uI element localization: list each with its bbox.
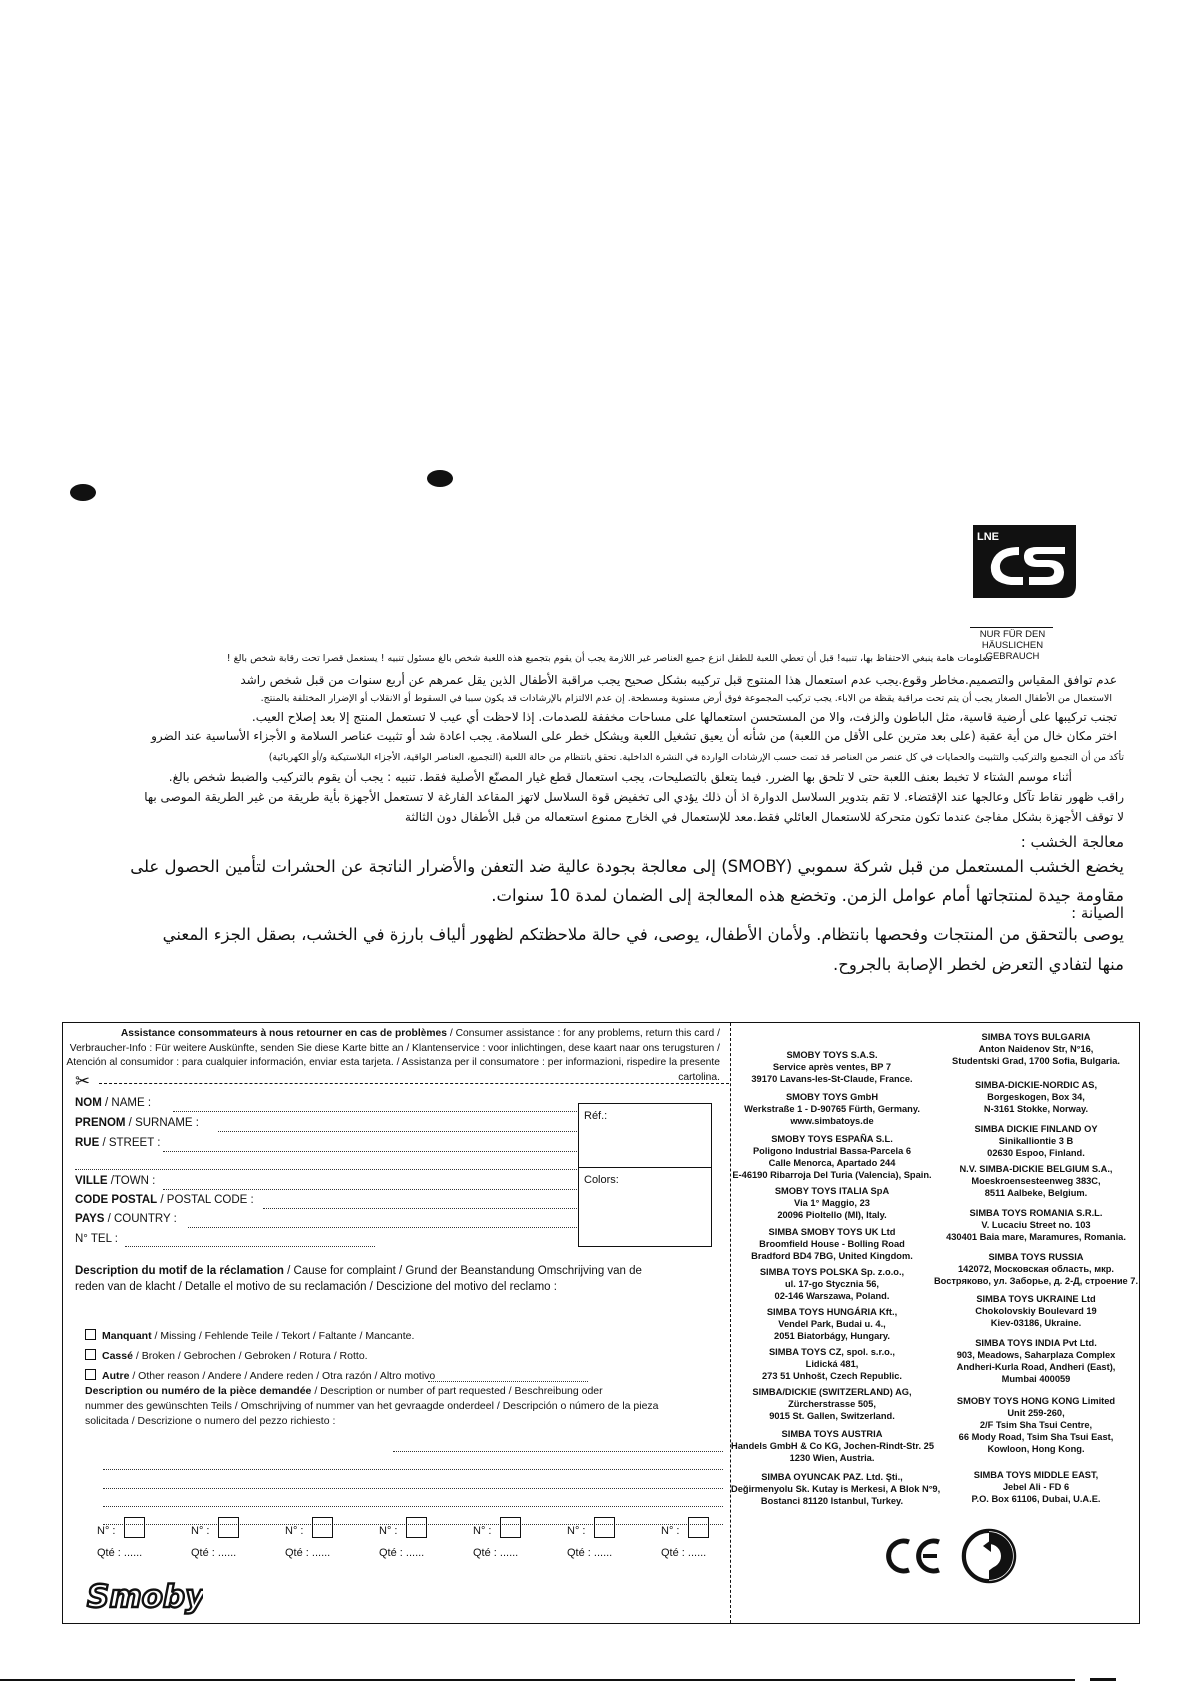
address-line: Lidická 481, (805, 1359, 859, 1369)
arabic-line-9: لا توقف الأجهزة بشكل مفاجئ عندما تكون متحركة للاستعمال العائلي فقط.معد للإستعمال في الخارج ممنوع استعماله من قبل الأطفال دون الثالثة (405, 810, 1124, 824)
address-line: Bradford BD4 7BG, United Kingdom. (751, 1251, 913, 1261)
part-number-label: N° : (661, 1525, 680, 1537)
address-block (731, 1386, 933, 1422)
address-line: Mumbai 400059 (1001, 1374, 1071, 1384)
part-description-3: solicitada / Descrizione o numero del pezzo richiesto : (85, 1415, 336, 1427)
address-line: Sinikalliontie 3 B (998, 1136, 1074, 1146)
postal-code-label: CODE POSTAL / POSTAL CODE : (75, 1194, 254, 1206)
black-dot (70, 484, 96, 501)
address-block (931, 1469, 1141, 1505)
address-line: V. Lucaciu Street no. 103 (981, 1220, 1091, 1230)
part-number-box[interactable] (312, 1517, 333, 1538)
address-line: Востряково, ул. Заборье, д. 2-Д, строение 7. (933, 1276, 1139, 1286)
black-dot (427, 470, 453, 487)
quantity-label: Qté : ...... (97, 1547, 143, 1559)
other-reason-field[interactable] (428, 1381, 588, 1382)
arabic-line-5: اختر مكان خال من أية عقبة (على بعد مترين على الأقل من اللعبة) من شأنه أن يعيق تشغيل اللعبة ويشكل خطر على السلامة. يجب اعادة شد أو تثبيت عناصر السلامة و الأجزاء الأساسية عند الضرو (151, 729, 1117, 743)
address-line: SIMBA TOYS BULGARIA (981, 1032, 1091, 1042)
rue-label: RUE / STREET : (75, 1137, 161, 1149)
address-block (931, 1031, 1141, 1067)
part-line-3[interactable] (103, 1488, 723, 1489)
address-line: SIMBA TOYS CZ, spol. s.r.o., (768, 1347, 896, 1357)
cut-line-top (99, 1083, 729, 1084)
address-block (931, 1337, 1141, 1385)
arabic-line-4: تجنب تركيبها على أرضية قاسية، مثل الباطون والزفت، والا من المستحسن استعمالها على مساحات مخففة للصدمات. إذا لاحظت أي عيب لا تستعمل المنتج إلا بعد إصلاح العيب. (251, 710, 1117, 724)
quantity-label: Qté : ...... (379, 1547, 425, 1559)
consumer-assistance-card (62, 1022, 1140, 1624)
address-block (731, 1306, 933, 1342)
nur-line2: HÄUSLICHEN GEBRAUCH (981, 640, 1044, 662)
part-number-label: N° : (191, 1525, 210, 1537)
address-line: 903, Meadows, Saharplaza Complex (956, 1350, 1116, 1360)
address-block (931, 1123, 1141, 1159)
address-line: SMOBY TOYS HONG KONG Limited (956, 1396, 1116, 1406)
address-line: 2/F Tsim Sha Tsui Centre, (979, 1420, 1093, 1430)
complaint-title: Description du motif de la réclamation / Cause for complaint / Grund der Beanstandung Omschrijving van de (75, 1265, 642, 1277)
wood-treatment-para-1: يخضع الخشب المستعمل من قبل شركة سموبي (SMOBY) إلى معالجة بجودة عالية ضد التعفن والأضرار الناتجة عن الحشرات لتأمين الحصول على (130, 857, 1124, 876)
maintenance-para-2: منها لتفادي التعرض لخطر الإصابة بالجروح. (833, 955, 1124, 974)
address-line: Borgeskogen, Box 34, (987, 1092, 1085, 1102)
arabic-line-3: الاستعمال من الأطفال الصغار يجب أن يتم تحت مراقبة يقظة من الاباء. يجب تركيب المجموعة فوق أرض مستوية ومسطحة. إن عدم الالتزام بالإرشادات قد يكون سببا في السقوط أو الانقلاب أو الإضرار المختلفة بالمنتج. (260, 693, 1112, 704)
colors-label: Colors: (584, 1174, 619, 1186)
address-block (731, 1226, 933, 1262)
part-description-1: Description ou numéro de la pièce demandée / Description or number of part requested / Beschreibung oder (85, 1385, 603, 1397)
address-block (931, 1163, 1141, 1199)
address-line: 66 Mody Road, Tsim Sha Tsui East, (958, 1432, 1114, 1442)
address-line: SMOBY TOYS GmbH (785, 1092, 879, 1102)
arabic-line-6: تأكد من أن التجميع والتركيب والتثبيت والحمايات في كل عنصر من العناصر قد تمت حسب الإرشادات الواردة في النشرة الداخلية. تحقق بانتظام من حالة اللعبة (التجميع، العناصر الواقية، الأجزاء البلاستيكية و/أو الكهربائية) (268, 752, 1124, 763)
part-line-1[interactable] (393, 1451, 723, 1452)
address-block (931, 1395, 1141, 1455)
wood-treatment-para-2: مقاومة جيدة لمنتجاتها أمام عوامل الزمن. وتخضع هذه المعالجة إلى الضمان لمدة 10 سنوات. (491, 886, 1124, 905)
address-line: Chokolovskiy Boulevard 19 (975, 1306, 1097, 1316)
part-number-box[interactable] (688, 1517, 709, 1538)
address-line: SIMBA TOYS AUSTRIA (781, 1429, 883, 1439)
address-line: SMOBY TOYS ITALIA SpA (774, 1186, 890, 1196)
address-block (931, 1251, 1141, 1287)
address-line: Zürcherstrasse 505, (788, 1399, 876, 1409)
address-line: E-46190 Ribarroja Del Turia (Valencia), Spain. (732, 1170, 932, 1180)
address-line: 8511 Aalbeke, Belgium. (984, 1188, 1088, 1198)
option-missing[interactable]: Manquant / Missing / Fehlende Teile / Tekort / Faltante / Mancante. (85, 1329, 414, 1342)
part-number-label: N° : (285, 1525, 304, 1537)
address-line: SMOBY TOYS S.A.S. (786, 1050, 878, 1060)
complaint-title-2: reden van de klacht / Detalle el motivo de su reclamación / Descizione del motivo del reclamo : (75, 1281, 557, 1293)
rue-field-2[interactable] (75, 1169, 623, 1170)
address-line: Moeskroensesteenweg 383C, (971, 1176, 1101, 1186)
address-line: Kowloon, Hong Kong. (987, 1444, 1085, 1454)
address-line: Kiev-03186, Ukraine. (990, 1318, 1082, 1328)
maintenance-heading: الصيانة : (1071, 904, 1124, 922)
lne-label: LNE (977, 531, 999, 543)
footer-line (0, 1679, 1075, 1681)
tel-field[interactable] (125, 1246, 375, 1247)
address-line: SIMBA DICKIE FINLAND OY (974, 1124, 1098, 1134)
broken-checkbox[interactable] (85, 1349, 96, 1360)
address-line: Değirmenyolu Sk. Kutay is Merkesi, A Blok N°9, (731, 1484, 941, 1494)
address-block (931, 1293, 1141, 1329)
address-block (731, 1185, 933, 1221)
ville-field[interactable] (163, 1189, 623, 1190)
card-header-line3: Atención al consumidor : para cualquier información, enviar esta tarjeta. / Assistanza per il consumatore : per informazioni, rispedire la presente cartolina. (66, 1057, 720, 1083)
address-line: Broomfield House - Bolling Road (759, 1239, 905, 1249)
option-broken[interactable]: Cassé / Broken / Gebrochen / Gebroken / Rotura / Rotto. (85, 1349, 368, 1362)
quantity-label: Qté : ...... (567, 1547, 613, 1559)
option-other[interactable]: Autre / Other reason / Andere / Andere reden / Otra razón / Altro motivo (85, 1369, 435, 1382)
address-line: Poligono Industrial Bassa-Parcela 6 (752, 1146, 912, 1156)
address-line: SIMBA TOYS ROMANIA S.R.L. (969, 1208, 1103, 1218)
address-line: SIMBA TOYS MIDDLE EAST, (973, 1470, 1099, 1480)
address-line: SMOBY TOYS ESPAÑA S.L. (771, 1134, 893, 1144)
card-header-rest: / Consumer assistance : for any problems, return this card / (447, 1028, 720, 1039)
nur-line1: NUR FÜR DEN (979, 629, 1046, 640)
part-line-2[interactable] (103, 1469, 723, 1470)
part-number-box[interactable] (124, 1517, 145, 1538)
gs-separator (970, 627, 1053, 628)
address-block (731, 1346, 933, 1382)
address-line: Werkstraße 1 - D-90765 Fürth, Germany. (744, 1104, 920, 1114)
address-line: Bostanci 81120 Istanbul, Turkey. (760, 1496, 904, 1506)
address-line: Handels GmbH & Co KG, Jochen-Rindt-Str. 25 (731, 1441, 935, 1451)
smoby-logo (83, 1576, 203, 1620)
address-line: 2051 Biatorbágy, Hungary. (774, 1331, 890, 1341)
address-line: www.simbatoys.de (790, 1116, 874, 1126)
ref-label: Réf.: (584, 1110, 608, 1122)
maintenance-para-1: يوصى بالتحقق من المنتجات وفحصها بانتظام. ولأمان الأطفال، يوصى، في حالة ملاحظتكم لظهور ألياف بارزة في الخشب، بصقل الجزء المعني (162, 925, 1124, 944)
part-number-label: N° : (473, 1525, 492, 1537)
address-block (731, 1091, 933, 1127)
missing-checkbox[interactable] (85, 1329, 96, 1340)
address-block (731, 1049, 933, 1085)
address-line: ul. 17-go Stycznia 56, (784, 1279, 880, 1289)
address-block (731, 1471, 941, 1507)
address-line: 9015 St. Gallen, Switzerland. (769, 1411, 895, 1421)
address-line: 1230 Wien, Austria. (789, 1453, 875, 1463)
address-line: 02-146 Warszawa, Poland. (774, 1291, 890, 1301)
nom-label: NOM / NAME : (75, 1097, 152, 1109)
address-line: Calle Menorca, Apartado 244 (768, 1158, 896, 1168)
lne-gs-logo (967, 525, 1082, 600)
address-line: 430401 Baia mare, Maramures, Romania. (946, 1232, 1126, 1242)
card-header-line2: Verbraucher-Info : Für weitere Auskünfte, senden Sie diese Karte bitte an / Klantenservice : voor inlichtingen, dese kaart naar ons terugsturen / (69, 1042, 720, 1054)
card-header (65, 1027, 720, 1085)
address-line: Unit 259-260, (1007, 1408, 1065, 1418)
prenom-label: PRENOM / SURNAME : (75, 1117, 199, 1129)
address-line: SIMBA-DICKIE-NORDIC AS, (974, 1080, 1098, 1090)
address-line: 02630 Espoo, Finland. (987, 1148, 1085, 1158)
part-number-label: N° : (379, 1525, 398, 1537)
green-dot-recycle-icon (961, 1528, 1017, 1588)
ref-colors-divider (579, 1167, 711, 1168)
ref-colors-box (578, 1103, 712, 1247)
footer-mark (1090, 1678, 1116, 1681)
address-line: SIMBA OYUNCAK PAZ. Ltd. Şti., (761, 1472, 903, 1482)
address-line: 20096 Pioltello (MI), Italy. (777, 1210, 887, 1220)
part-number-label: N° : (567, 1525, 586, 1537)
wood-treatment-heading: معالجة الخشب : (1020, 833, 1124, 851)
part-number-label: N° : (97, 1525, 116, 1537)
quantity-label: Qté : ...... (191, 1547, 237, 1559)
ville-label: VILLE /TOWN : (75, 1175, 156, 1187)
arabic-line-1: معلومات هامة ينبغي الاحتفاظ بها، تنبيه! قبل أن تعطي اللعبة للطفل انزع جميع العناصر غير اللازمة يجب أن يقوم بتجميع هذه اللعبة شخص بالغ مسئول تنبيه ! يستعمل قصرا تحت رقابة شخص بالغ ! (226, 653, 992, 664)
arabic-line-8: راقب ظهور نقاط تآكل وعالجها عند الإقتضاء. لا تقم بتدوير السلاسل الدوارة اذ أن ذلك يؤدي الى تخفيض قوة السلاسل لاتهز المقاعد الفارغة لا تستعمل الأجهزة بأية طريقة من غير الطريقة الموصى بها (144, 790, 1124, 804)
part-number-box[interactable] (406, 1517, 427, 1538)
address-line: Service après ventes, BP 7 (772, 1062, 892, 1072)
arabic-line-7: أثناء موسم الشتاء لا تخبط بعنف اللعبة حتى لا تلحق بها الضرر. فيما يتعلق بالتصليحات، يجب استعمال قطع غيار المصنّع الأصلية فقط. تنبيه : يجب أن يقوم بالتركيب والضبط شخص بالغ. (168, 770, 1072, 784)
postal-code-field[interactable] (263, 1208, 623, 1209)
part-number-box[interactable] (500, 1517, 521, 1538)
address-block (931, 1079, 1141, 1115)
address-line: N-3161 Stokke, Norway. (983, 1104, 1089, 1114)
address-line: Via 1° Maggio, 23 (794, 1198, 870, 1208)
part-description-2: nummer des gewünschten Teils / Omschrijving of nummer van het gevraagde onderdeel / Descripción o número de la pieza (85, 1400, 659, 1412)
address-column-left (731, 1023, 941, 1623)
address-line: 142072, Московская область, мкр. (957, 1264, 1115, 1274)
address-line: 273 51 Unhošt, Czech Republic. (761, 1371, 902, 1381)
ce-mark (883, 1536, 943, 1580)
scissors-icon: ✂ (75, 1071, 91, 1092)
address-line: Anton Naidenov Str, N°16, (978, 1044, 1094, 1054)
quantity-label: Qté : ...... (285, 1547, 331, 1559)
part-number-box[interactable] (594, 1517, 615, 1538)
smoby-logo-text: Smoby (87, 1579, 203, 1615)
address-line: SIMBA TOYS INDIA Pvt Ltd. (975, 1338, 1097, 1348)
card-header-bold: Assistance consommateurs à nous retourner en cas de problèmes (120, 1028, 448, 1039)
address-line: SIMBA TOYS UKRAINE Ltd (976, 1294, 1096, 1304)
nom-field[interactable] (173, 1111, 623, 1112)
address-block (731, 1428, 933, 1464)
address-block (731, 1133, 933, 1181)
address-line: SIMBA TOYS RUSSIA (988, 1252, 1084, 1262)
address-line: 39170 Lavans-les-St-Claude, France. (751, 1074, 913, 1084)
address-line: Vendel Park, Budai u. 4., (778, 1319, 886, 1329)
rue-field[interactable] (163, 1151, 623, 1152)
address-line: P.O. Box 61106, Dubai, U.A.E. (971, 1494, 1101, 1504)
part-number-box[interactable] (218, 1517, 239, 1538)
tel-label: N° TEL : (75, 1233, 118, 1245)
quantity-label: Qté : ...... (661, 1547, 707, 1559)
address-block (931, 1207, 1141, 1243)
part-line-4[interactable] (103, 1506, 723, 1507)
country-field[interactable] (188, 1227, 623, 1228)
address-line: SIMBA TOYS POLSKA Sp. z.o.o., (759, 1267, 905, 1277)
country-label: PAYS / COUNTRY : (75, 1213, 177, 1225)
address-line: SIMBA TOYS HUNGÁRIA Kft., (766, 1307, 898, 1317)
address-line: Jebel Ali - FD 6 (1002, 1482, 1070, 1492)
address-line: N.V. SIMBA-DICKIE BELGIUM S.A., (959, 1164, 1113, 1174)
address-line: Studentski Grad, 1700 Sofia, Bulgaria. (952, 1056, 1120, 1066)
quantity-label: Qté : ...... (473, 1547, 519, 1559)
arabic-line-2: عدم توافق المقياس والتصميم.مخاطر وقوع.يجب عدم استعمال هذا المنتوج قبل تركيبه بشكل صحيح يجب مراقبة الأطفال الذين يقل عمرهم عن أربع سنوات من قبل شخص راشد (240, 673, 1117, 687)
address-line: SIMBA/DICKIE (SWITZERLAND) AG, (752, 1387, 912, 1397)
address-line: Andheri-Kurla Road, Andheri (East), (956, 1362, 1116, 1372)
prenom-field[interactable] (218, 1131, 623, 1132)
other-checkbox[interactable] (85, 1369, 96, 1380)
address-line: SIMBA SMOBY TOYS UK Ltd (768, 1227, 896, 1237)
address-block (731, 1266, 933, 1302)
